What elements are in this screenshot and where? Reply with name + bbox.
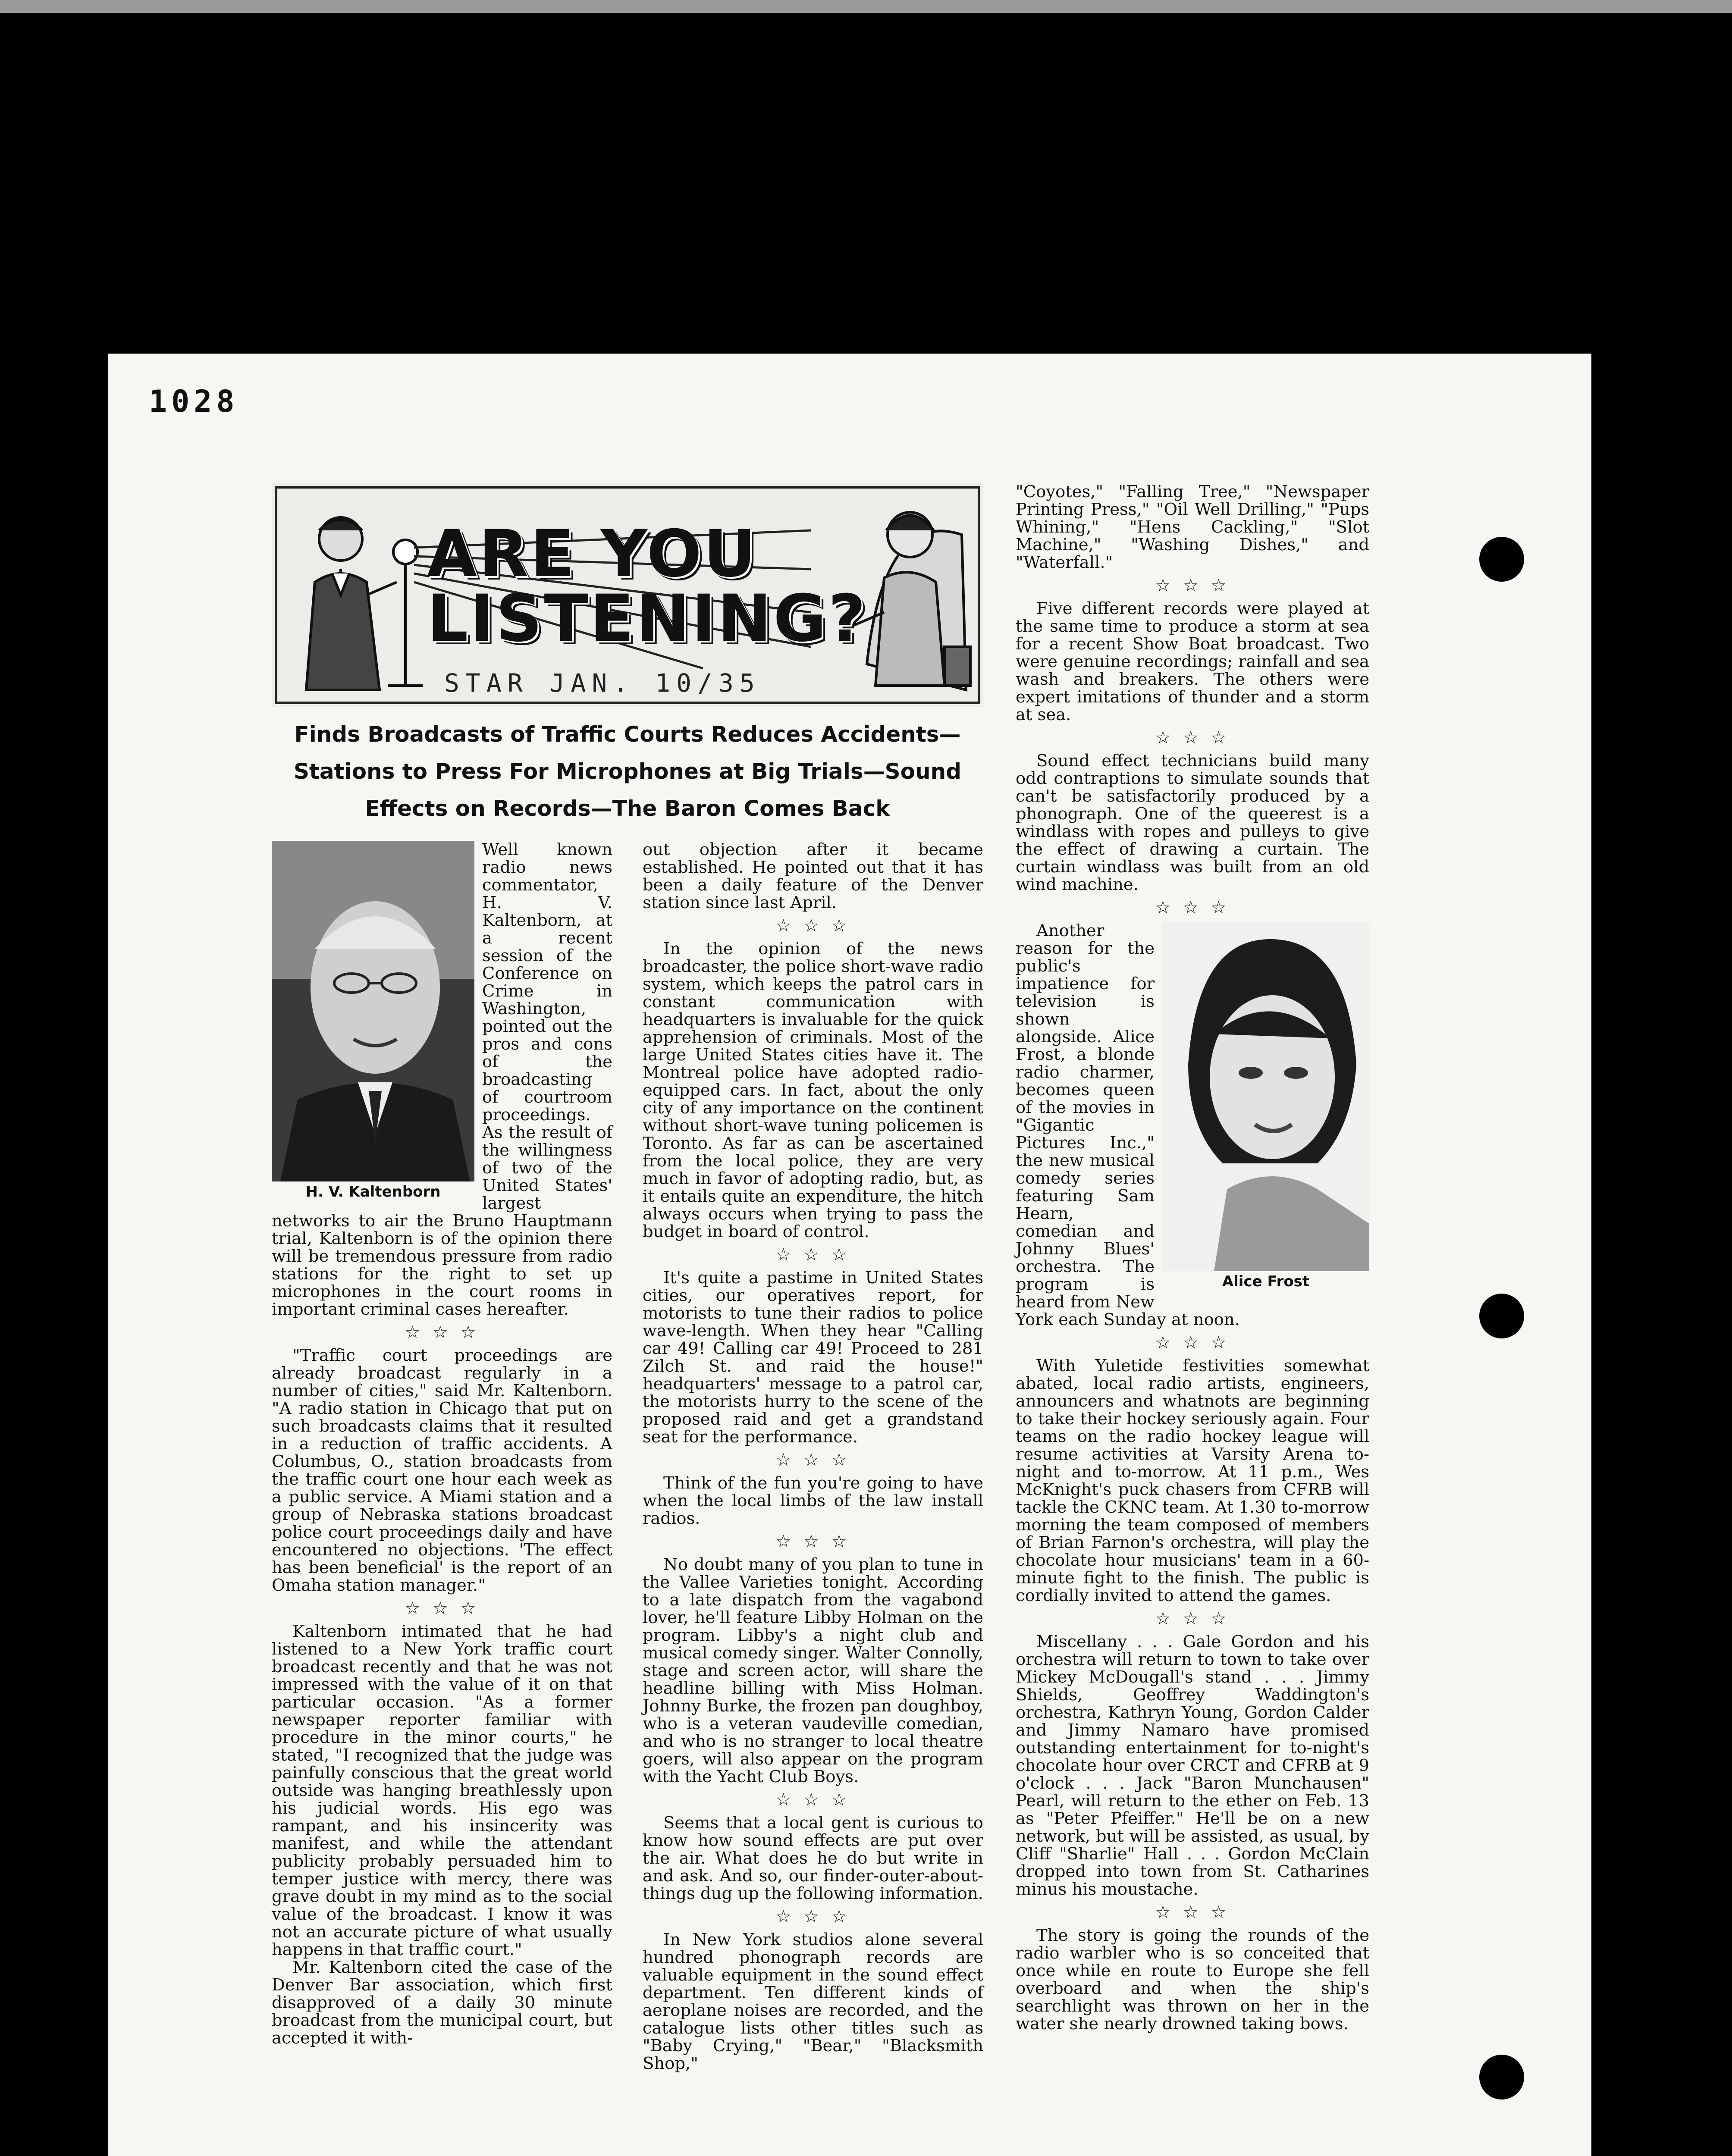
headline-line1: Finds Broadcasts of Traffic Courts Reduces Accidents—: [294, 722, 961, 747]
column-banner: [272, 483, 983, 707]
col1-paragraph-3: Kaltenborn intimated that he had listened to a New York traffic court broadcast recently and that he was not impressed with the value of it on that particular occasion. "As a former newspaper reporter familiar with procedure in the minor courts," he stated, "I recognized that the judge was painfully conscious that the great world outside was hanging breathlessly upon his judicial words. His ego was rampant, and his insincerity was manifest, and while the attendant publicity probably persuaded him to temper justice with mercy, there was grave doubt in my mind as to the social value of the broadcast. I know it was not an accurate picture of what usually happens in that traffic court.": [272, 1622, 612, 1959]
col2-paragraph-2: In the opinion of the news broadcaster, the police short-wave radio system, which keeps the patrol cars in constant communication with headquarters is invaluable for the quick apprehension of criminals. Most of the large United States cities have it. The Montreal police have adopted radio-equipped cars. In fact, about the only city of any importance on the continent without short-wave tuning policemen is Toronto. As far as can be ascertained from the local police, they are very much in favor of adopting radio, but, as it entails quite an expenditure, the hitch always occurs when trying to pass the budget in board of control.: [643, 939, 983, 1241]
col3-paragraph-7: The story is going the rounds of the radio warbler who is so conceited that once while en route to Europe she fell overboard and when the ship's searchlight was thrown on her in the water she nearly drowned taking bows.: [1016, 1926, 1369, 2034]
kaltenborn-caption: H. V. Kaltenborn: [305, 1183, 441, 1200]
section-separator: ☆ ☆ ☆: [1155, 1609, 1230, 1629]
scrapbook-page: [108, 354, 1591, 2156]
section-separator: ☆ ☆ ☆: [775, 1790, 850, 1810]
col2-paragraph-4: Think of the fun you're going to have when the local limbs of the law install radios.: [643, 1473, 983, 1528]
section-separator: ☆ ☆ ☆: [775, 1245, 850, 1265]
col3-paragraph-6: Miscellany . . . Gale Gordon and his orchestra will return to town to take over Mickey McDougall's stand . . . Jimmy Shields, Geoffrey Waddington's orchestra, Kathryn Young, Gordon Calder and Jimmy Namaro have promised outstanding entertainment for to-night's chocolate hour over CRCT and CFRB at 9 o'clock . . . Jack "Baron Munchausen" Pearl, will return to the ether on Feb. 13 as "Peter Pfeiffer." He'll be on a new network, but will be assisted, as usual, by Cliff "Sharlie" Hall . . . Gordon McClain dropped into town from St. Catharines minus his moustache.: [1016, 1632, 1369, 1899]
col1-paragraph-2: "Traffic court proceedings are already broadcast regularly in a number of cities," said Mr. Kaltenborn. "A radio station in Chicago that put on such broadcasts claims that it resulted in a reduction of traffic accidents. A Columbus, O., station broadcasts from the traffic court one hour each week as a public service. A Miami station and a group of Nebraska stations broadcast police court proceedings daily and have encountered no objections. 'The effect has been beneficial' is the report of an Omaha station manager.": [272, 1346, 612, 1595]
headline-line3: Effects on Records—The Baron Comes Back: [365, 796, 890, 821]
col1-paragraph-1: Well known radio news commentator, H. V. Kaltenborn, at a recent session of the Conference on Crime in Washington, pointed out the pros and cons of the broadcasting of courtroom proceedings. As the result of the willingness of two of the United States' largest networks to air the Bruno Hauptmann trial, Kaltenborn is of the opinion there will be tremendous pressure from radio stations for the right to set up microphones in the court rooms in important criminal cases hereafter.: [272, 840, 612, 1319]
banner-title-line1: ARE YOU: [427, 517, 758, 592]
section-separator: ☆ ☆ ☆: [775, 916, 850, 936]
newspaper-clipping: [272, 483, 1479, 2156]
col2-paragraph-6: Seems that a local gent is curious to know how sound effects are put over the air. What does he do but write in and ask. And so, our finder-outer-about-things dug up the following information.: [643, 1813, 983, 1903]
article-column-1: [272, 841, 612, 2047]
section-separator: ☆ ☆ ☆: [1155, 576, 1230, 595]
section-separator: ☆ ☆ ☆: [775, 1450, 850, 1470]
section-separator: ☆ ☆ ☆: [1155, 728, 1230, 748]
page-number: 1028: [149, 384, 239, 419]
article-column-3: [1016, 483, 1369, 2033]
punch-hole-top: [1479, 537, 1524, 582]
alice-frost-photo: [1162, 922, 1369, 1293]
col2-paragraph-1: out objection after it became established. He pointed out that it has been a daily feature of the Denver station since last April.: [643, 840, 983, 912]
banner-title: [427, 517, 868, 656]
banner-title-line2: LISTENING?: [427, 581, 868, 656]
punch-hole-middle: [1479, 1294, 1524, 1338]
kaltenborn-photo: [272, 841, 474, 1203]
col3-paragraph-2: Five different records were played at the same time to produce a storm at sea for a recent Show Boat broadcast. Two were genuine recordings; rainfall and sea wash and breakers. The others were expert imitations of thunder and a storm at sea.: [1016, 599, 1369, 724]
col3-paragraph-1: "Coyotes," "Falling Tree," "Newspaper Printing Press," "Oil Well Drilling," "Pups Whining," "Hens Cackling," "Slot Machine," "Washing Dishes," and "Waterfall.": [1016, 482, 1369, 572]
col2-paragraph-7: In New York studios alone several hundred phonograph records are valuable equipment in the sound effect department. Ten different kinds of aeroplane noises are recorded, and the catalogue lists other titles such as "Baby Crying," "Bear," "Blacksmith Shop,": [643, 1930, 983, 2073]
col2-paragraph-5: No doubt many of you plan to tune in the Vallee Varieties tonight. According to a late dispatch from the vagabond lover, he'll feature Libby Holman on the program. Libby's a night club and musical comedy singer. Walter Connolly, stage and screen actor, will share the headline billing with Miss Holman. Johnny Burke, the frozen pan doughboy, who is a veteran vaudeville comedian, and who is no stranger to local theatre goers, will also appear on the program with the Yacht Club Boys.: [643, 1555, 983, 1786]
col3-paragraph-5: With Yuletide festivities somewhat abated, local radio artists, engineers, announcers and whatnots are beginning to take their hockey seriously again. Four teams on the radio hockey league will resume activities at Varsity Arena to-night and to-morrow. At 11 p.m., Wes McKnight's puck chasers from CFRB will tackle the CKNC team. At 1.30 to-morrow morning the team composed of members of Brian Farnon's orchestra, will play the chocolate hour musicians' team in a 60-minute fight to the finish. The public is cordially invited to attend the games.: [1016, 1356, 1369, 1605]
kaltenborn-portrait-image: [272, 841, 474, 1181]
col1-paragraph-4: Mr. Kaltenborn cited the case of the Denver Bar association, which first disapproved of a daily 30 minute broadcast from the municipal court, but accepted it with-: [272, 1958, 612, 2048]
scanner-top-edge: [0, 0, 1732, 13]
col3-paragraph-4: Another reason for the public's impatience for television is shown alongside. Alice Frost, a blonde radio charmer, becomes queen of the movies in "Gigantic Pictures Inc.," the new musical comedy series featuring Sam Hearn, comedian and Johnny Blues' orchestra. The program is heard from New York each Sunday at noon.: [1016, 921, 1240, 1329]
section-separator: ☆ ☆ ☆: [1155, 898, 1230, 918]
alice-frost-caption: Alice Frost: [1222, 1273, 1310, 1290]
col2-paragraph-3: It's quite a pastime in United States cities, our operatives report, for motorists to tune their radios to police wave-length. When they hear "Calling car 49! Calling car 49! Proceed to 281 Zilch St. and raid the house!" headquarters' message to a patrol car, the motorists hurry to the scene of the proposed raid and get a grandstand seat for the performance.: [643, 1268, 983, 1447]
article-headline: [272, 716, 983, 827]
source-date-stamp: STAR JAN. 10/35: [444, 668, 761, 698]
section-separator: ☆ ☆ ☆: [405, 1322, 480, 1342]
section-separator: ☆ ☆ ☆: [1155, 1902, 1230, 1922]
alice-frost-portrait-image: [1162, 922, 1369, 1271]
section-separator: ☆ ☆ ☆: [775, 1907, 850, 1927]
headline-line2: Stations to Press For Microphones at Big Trials—Sound: [294, 759, 961, 784]
section-separator: ☆ ☆ ☆: [1155, 1333, 1230, 1353]
col3-paragraph-3: Sound effect technicians build many odd contraptions to simulate sounds that can't be satisfactorily produced by a phonograph. One of the queerest is a windlass with ropes and pulleys to give the effect of drawing a curtain. The curtain windlass was built from an old wind machine.: [1016, 751, 1369, 894]
section-separator: ☆ ☆ ☆: [775, 1532, 850, 1551]
punch-hole-bottom: [1479, 2055, 1524, 2100]
article-column-2: [643, 841, 983, 2072]
section-separator: ☆ ☆ ☆: [405, 1598, 480, 1618]
